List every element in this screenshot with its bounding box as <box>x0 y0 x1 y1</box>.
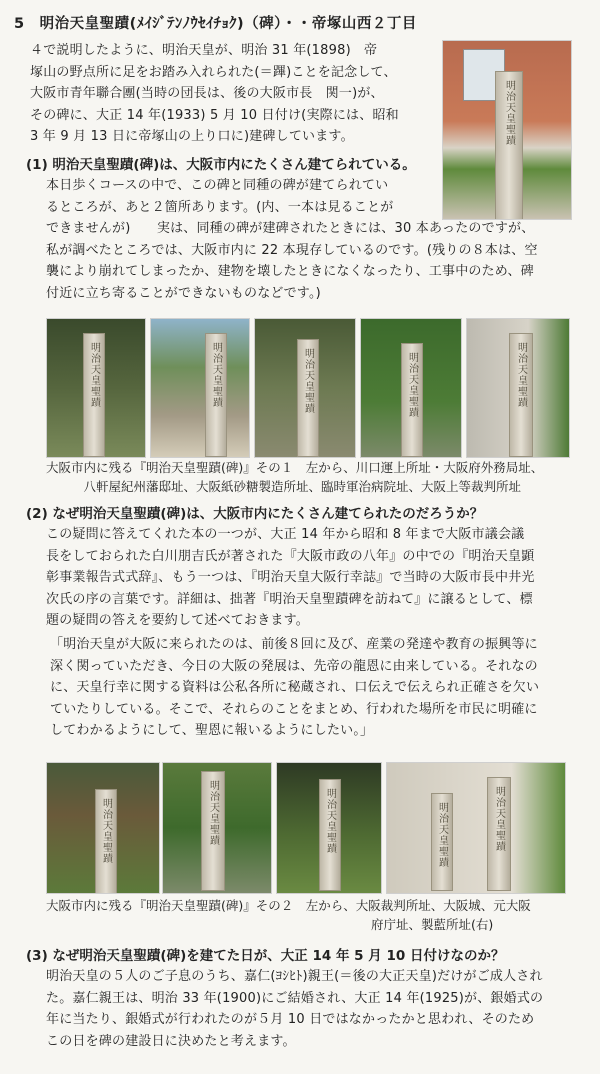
monument-photo-4 <box>360 318 462 458</box>
pillar-inscription: 明治天皇聖蹟 <box>436 802 448 868</box>
monument-pillar <box>495 71 523 220</box>
pillar-inscription: 明治天皇聖蹟 <box>406 352 418 418</box>
section-3-paragraph: 明治天皇の５人のご子息のうち、嘉仁(ﾖｼﾋﾄ)親王(＝後の大正天皇)だけがご成人され た。嘉仁親王は、明治 33 年(1900)にご結婚され、大正 14 年(1925)が、銀婚式の 年に当たり、銀婚式が行われたのが５月 10 日ではなかったかと思われ、そのため この日を碑の建設日に決めたと考えます。 <box>46 969 544 1049</box>
section-2-heading: (2) なぜ明治天皇聖蹟(碑)は、大阪市内にたくさん建てられたのだろうか？ <box>26 506 484 522</box>
monument-photo-3 <box>254 318 356 458</box>
intro-paragraph: ４で説明したように、明治天皇が、明治 31 年(1898) 帝 塚山の野点所に足をお踏み入れられた(＝蹕)ことを記念して、 大阪市青年聯合團(当時の団長は、後の大阪市長 関一)が、 その碑に、大正 14 年(1933) 5 月 10 日付け(実際には、昭和 3 年 9 月 13 日に帝塚山の上り口に)建碑しています。 <box>30 43 399 144</box>
pillar-inscription: 明治天皇聖蹟 <box>503 80 515 146</box>
section-2-quote: 「明治天皇が大阪に来られたのは、前後８回に及び、産業の発達や教育の振興等に 深く関っていただき、今日の大阪の発展は、先帝の龍恩に由来している。それなの に、天皇行幸に関する資料は公私各所に秘蔵され、口伝えで伝えられ正確さを欠い ていたりしている。そこで、それらのことをまとめ、行われた場所を市民に明確に してわかるようにして、聖恩に報いるようにしたい。」 <box>50 637 540 738</box>
page-title: 5 明治天皇聖蹟(ﾒｲｼﾞﾃﾝﾉｳｾｲﾁｮｸ)（碑）・・帝塚山西２丁目 <box>14 16 417 32</box>
pillar-inscription: 明治天皇聖蹟 <box>302 348 314 414</box>
section-3-heading: (3) なぜ明治天皇聖蹟(碑)を建てた日が、大正 14 年 5 月 10 日付けなのか？ <box>26 948 505 964</box>
monument-photo-6 <box>46 762 160 894</box>
pillar-inscription: 明治天皇聖蹟 <box>88 342 100 408</box>
monument-photo-5 <box>466 318 570 458</box>
section-1-paragraph-narrow: 本日歩くコースの中で、この碑と同種の碑が建てられてい るところが、あと２箇所あります。(内、一本は見ることが <box>46 178 394 215</box>
section-1-caption: 大阪市内に残る『明治天皇聖蹟(碑)』その１ 左から、川口運上所址・大阪府外務局址、 八軒屋紀州藩邸址、大阪紙砂糖製造所址、臨時軍治病院址、大阪上等裁判所址 <box>46 460 544 494</box>
section-2-paragraph: この疑問に答えてくれた本の一つが、大正 14 年から昭和 8 年まで大阪市議会議 長をしておられた白川朋吉氏が著された『大阪市政の八年』の中での『明治天皇顕 彰事業報告式式辞』、もう一つは、『明治天皇大阪行幸誌』で当時の大阪市長中井光 次氏の序の言葉です。詳細は、拙著『明治天皇聖蹟碑を訪ねて』に譲るとして、標 題の疑問の答えを要約して述べておきます。 <box>46 527 535 628</box>
pillar-inscription: 明治天皇聖蹟 <box>324 788 336 854</box>
monument-photo-main <box>442 40 572 220</box>
section-1-heading: (1) 明治天皇聖蹟(碑)は、大阪市内にたくさん建てられている。 <box>26 157 416 173</box>
monument-photo-9 <box>386 762 566 894</box>
section-1-paragraph-wide: できませんが) 実は、同種の碑が建碑されたときには、30 本あったのですが、 私が調べたところでは、大阪市内に 22 本現存しているのです。(残りの８本は、空 襲により崩れてしまったか、建物を壊したときになくなったり、工事中のため、碑 付近に立ち寄ることができないものなどです。) <box>46 221 538 301</box>
monument-photo-7 <box>162 762 272 894</box>
pillar-inscription: 明治天皇聖蹟 <box>515 342 527 408</box>
pillar-inscription: 明治天皇聖蹟 <box>210 342 222 408</box>
pillar-inscription: 明治天皇聖蹟 <box>493 786 505 852</box>
monument-photo-2 <box>150 318 250 458</box>
monument-photo-8 <box>276 762 382 894</box>
pillar-inscription: 明治天皇聖蹟 <box>100 798 112 864</box>
section-2-caption: 大阪市内に残る『明治天皇聖蹟(碑)』その２ 左から、大阪裁判所址、大阪城、元大阪 府庁址、製藍所址(右) <box>46 898 531 932</box>
pillar-inscription: 明治天皇聖蹟 <box>207 780 219 846</box>
monument-photo-1 <box>46 318 146 458</box>
